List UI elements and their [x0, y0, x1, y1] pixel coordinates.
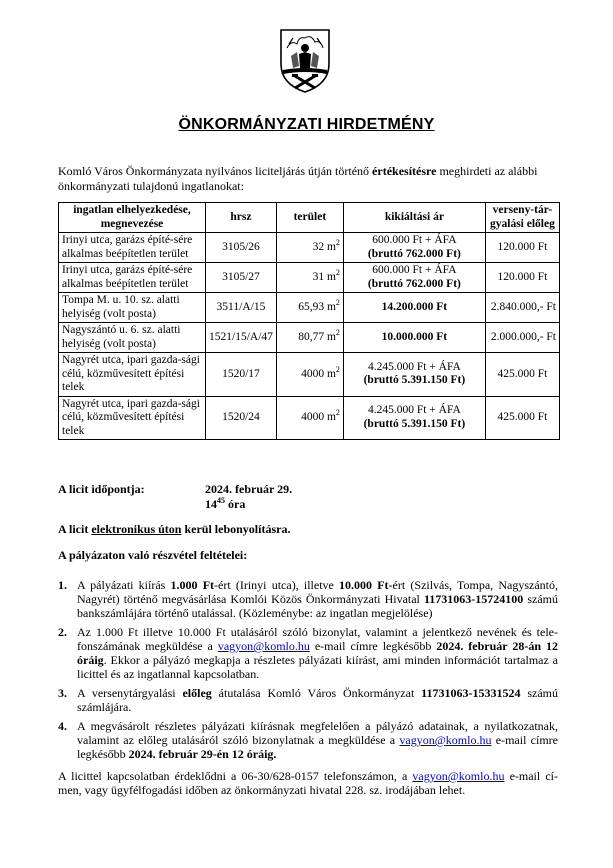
cell-price: [343, 396, 485, 440]
bold-text: 11731063-15331524: [421, 686, 521, 700]
city-coat-of-arms-icon: [277, 26, 333, 94]
cell-price-line2: (bruttó 762.000 Ft): [367, 247, 461, 260]
cell-price: [343, 353, 485, 397]
cell-hrsz: 3511/A/15: [206, 293, 277, 323]
contact-paragraph: [58, 769, 558, 797]
cell-area-value: 31 m: [312, 270, 336, 283]
cell-area-sup: 2: [335, 237, 340, 247]
cell-area-sup: 2: [335, 408, 340, 418]
cell-area: [276, 323, 343, 353]
bold-text: 10.000 Ft: [339, 578, 389, 592]
cell-area-sup: 2: [335, 297, 340, 307]
text-run: e-mail cí-men, vagy ügyfélfogadási időben az önkormányzati hivatal 228. sz. irodájában lehet.: [58, 769, 558, 797]
cell-deposit: 425.000 Ft: [485, 353, 559, 397]
text-run: Az 1.000 Ft illetve 10.000 Ft utalásáról szóló bizonylat, valamint a jelentkező nevének és tele-fonszámának megküldése a: [77, 625, 558, 653]
text-run: . Ekkor a pályázó megkapja a részletes pályázati kiírást, ami minden információt tartalmaz a licittel és az ingatlannal kapcsolatban.: [77, 653, 558, 681]
cell-deposit: 425.000 Ft: [485, 396, 559, 440]
cell-hrsz: 1520/24: [206, 396, 277, 440]
condition-item: [58, 719, 558, 761]
bold-text: 2024. február 29-én 12 óráig.: [128, 747, 277, 761]
text-run: A licittel kapcsolatban érdeklődni a 06-30/628-0157 telefonszámon, a: [58, 769, 413, 783]
cell-location: Irinyi utca, garázs építé-sére alkalmas beépítetlen terület: [59, 233, 206, 263]
table-row: [59, 263, 560, 293]
cell-price-line1: 14.200.000 Ft: [381, 300, 448, 313]
page-title: ÖNKORMÁNYZATI HIRDETMÉNY: [178, 116, 435, 133]
cell-price-line1: 10.000.000 Ft: [381, 330, 448, 343]
header-price: kikiáltási ár: [343, 203, 485, 233]
auction-hour: [205, 497, 245, 512]
cell-price-line1: 600.000 Ft + ÁFA: [372, 234, 457, 246]
conditions-list: [58, 578, 558, 766]
table-row: [59, 353, 560, 397]
cell-location: Tompa M. u. 10. sz. alatti helyiség (volt posta): [59, 293, 206, 323]
bold-text: 2024. február 28-án 12 óráig: [77, 639, 558, 667]
bold-text: 1.000 Ft: [170, 578, 215, 592]
table-row: [59, 323, 560, 353]
condition-number: 3.: [58, 686, 67, 700]
intro-paragraph: [58, 164, 558, 194]
auction-hour-suffix: óra: [225, 497, 246, 511]
cell-deposit: 2.840.000,- Ft: [485, 293, 559, 323]
cell-hrsz: 3105/27: [206, 263, 277, 293]
cell-price-line1: 4.245.000 Ft + ÁFA: [367, 404, 461, 417]
cell-area: [276, 293, 343, 323]
cell-area-value: 80,77 m: [298, 330, 336, 343]
condition-item: [58, 686, 558, 714]
cell-price-line2: (bruttó 762.000 Ft): [367, 277, 461, 290]
text-run: átutalása Komló Város Önkormányzat: [211, 686, 422, 700]
cell-hrsz: 3105/26: [206, 233, 277, 263]
cell-area: [276, 233, 343, 263]
cell-price-line1: 4.245.000 Ft + ÁFA: [367, 360, 461, 373]
intro-text-before: Komló Város Önkormányzata nyilvános liciteljárás útján történő: [58, 164, 373, 178]
table-header-row: [59, 203, 560, 233]
cell-price-line2: (bruttó 5.391.150 Ft): [363, 374, 466, 387]
online-underlined: elektronikus úton: [91, 522, 182, 536]
cell-area: [276, 396, 343, 440]
online-before: A licit: [58, 522, 92, 536]
cell-area-value: 4000 m: [301, 411, 336, 423]
cell-area-value: 32 m: [312, 240, 336, 253]
auction-minute-value: 45: [217, 496, 225, 505]
online-notice: [58, 522, 290, 537]
cell-area-value: 4000 m: [301, 367, 336, 380]
header-location: ingatlan elhelyezkedése, megnevezése: [59, 203, 206, 233]
bold-text: előleg: [182, 686, 212, 700]
cell-location: Nagyrét utca, ipari gazda-sági célú, közművesített építési telek: [59, 353, 206, 397]
cell-area: [276, 263, 343, 293]
cell-location: Nagyrét utca, ipari gazda-sági célú, közművesített építési telek: [59, 396, 206, 440]
cell-price-line2: (bruttó 5.391.150 Ft): [363, 417, 466, 430]
text-run: számú bankszámlájára történő utalással. (Közleménybe: az ingatlan megjelölése): [77, 592, 559, 620]
condition-item: [58, 625, 558, 681]
cell-area: [276, 353, 343, 397]
text-run: A megvásárolt részletes pályázati kiírásnak megfelelően a pályázó adatainak, a nyilatkozatnak, valamint az előleg utalásáról szóló bizonylatnak a megküldése a: [77, 719, 558, 747]
cell-price: [343, 233, 485, 263]
text-run: A versenytárgyalási: [77, 686, 183, 700]
cell-price: [343, 293, 485, 323]
condition-item: [58, 578, 558, 620]
text-run: -ért (Szilvás, Tompa, Nagyszántó, Nagyrét) történő megvásárlása Komlói Közös Önkormányzati Hivatal: [77, 578, 559, 606]
intro-text-bold: értékesítésre: [372, 164, 437, 178]
cell-hrsz: 1521/15/A/47: [206, 323, 277, 353]
auction-hour-value: 14: [205, 497, 217, 511]
cell-area-sup: 2: [335, 364, 340, 374]
email-link[interactable]: vagyon@komlo.hu: [412, 769, 505, 783]
email-link[interactable]: vagyon@komlo.hu: [217, 639, 310, 653]
cell-deposit: 120.000 Ft: [485, 263, 559, 293]
header-hrsz: hrsz: [206, 203, 277, 233]
header-deposit: verseny-tár-gyalási előleg: [485, 203, 559, 233]
online-after: kerül lebonyolításra.: [181, 522, 291, 536]
cell-area-sup: 2: [335, 267, 340, 277]
condition-number: 1.: [58, 578, 67, 592]
email-link[interactable]: vagyon@komlo.hu: [399, 733, 492, 747]
table-row: [59, 396, 560, 440]
table-row: [59, 293, 560, 323]
cell-area-sup: 2: [335, 327, 340, 337]
bold-text: 11731063-15724100: [423, 592, 524, 606]
cell-deposit: 120.000 Ft: [485, 233, 559, 263]
text-run: -ért (Irinyi utca), illetve: [214, 578, 340, 592]
header-area: terület: [276, 203, 343, 233]
conditions-title: A pályázaton való részvétel feltételei:: [58, 548, 248, 562]
cell-price: [343, 323, 485, 353]
cell-area-value: 65,93 m: [298, 300, 336, 313]
cell-price-line1: 600.000 Ft + ÁFA: [372, 264, 457, 276]
cell-hrsz: 1520/17: [206, 353, 277, 397]
property-table: [58, 202, 560, 440]
intro-text-after: meghirdeti az alábbi önkormányzati tulajdonú ingatlanokat:: [58, 164, 538, 193]
condition-number: 4.: [58, 719, 67, 733]
text-run: számú számlájára.: [77, 686, 558, 714]
cell-deposit: 2.000.000,- Ft: [485, 323, 559, 353]
cell-price: [343, 263, 485, 293]
cell-location: Nagyszántó u. 6. sz. alatti helyiség (volt posta): [59, 323, 206, 353]
cell-location: Irinyi utca, garázs építé-sére alkalmas beépítetlen terület: [59, 263, 206, 293]
auction-time-label: A licit időpontja:: [58, 482, 145, 496]
text-run: e-mail címre legkésőbb: [77, 733, 558, 761]
auction-date: 2024. február 29.: [205, 482, 293, 496]
text-run: e-mail címre legkésőbb: [309, 639, 437, 653]
condition-number: 2.: [58, 625, 67, 639]
text-run: A pályázati kiírás: [77, 578, 171, 592]
table-row: [59, 233, 560, 263]
